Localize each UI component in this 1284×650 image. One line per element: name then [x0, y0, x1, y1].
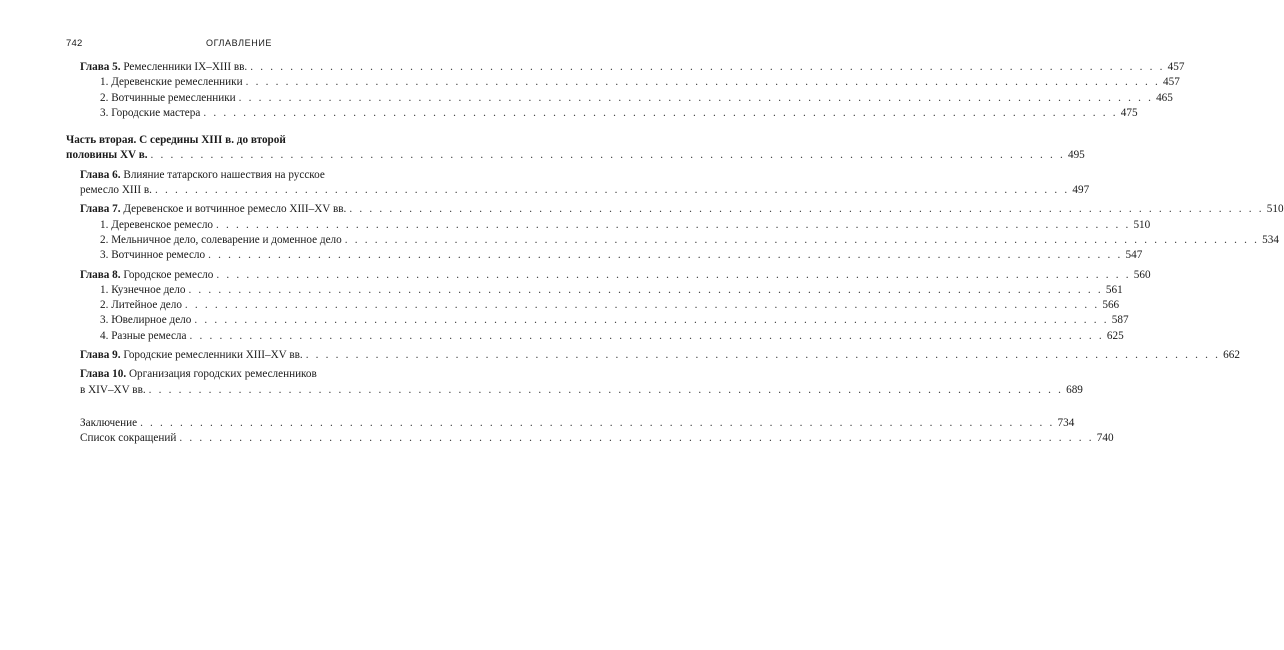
toc-abbreviations[interactable] [66, 431, 1114, 446]
item-title: 2. Вотчинные ремесленники [100, 91, 236, 104]
toc-chapter-9[interactable] [66, 348, 1240, 363]
running-title: ОГЛАВЛЕНИЕ [205, 38, 273, 48]
dot-leader: . . . . . . . . . . . . . . . . . . . . . . . . . . . . . . . . . . . . . . . . . . . . . . . . . . . . . . . . . . . . . . . . . . . . . . . . . . . . . . . . . . . . . . . . . . . . [203, 106, 1118, 119]
page-ref: 534 [1262, 233, 1279, 246]
page-ref: 475 [1120, 106, 1138, 119]
item-title: 4. Разные ремесла [100, 329, 187, 342]
chapter-title-line-1: Организация городских ремесленников [128, 368, 317, 381]
dot-leader: . . . . . . . . . . . . . . . . . . . . . . . . . . . . . . . . . . . . . . . . . . . . . . . . . . . . . . . . . . . . . . . . . . . . . . . . . . . . . . . . . . . . . . . . . . . . [194, 314, 1109, 327]
item-title: 1. Деревенские ремесленники [100, 76, 243, 89]
table-of-contents [66, 60, 1284, 447]
chapter-label: Глава 8. [80, 268, 121, 281]
toc-item[interactable] [66, 218, 1151, 233]
page-ref: 495 [1067, 149, 1085, 162]
part-title-line-2: половины XV в. [66, 149, 148, 162]
dot-leader: . . . . . . . . . . . . . . . . . . . . . . . . . . . . . . . . . . . . . . . . . . . . . . . . . . . . . . . . . . . . . . . . . . . . . . . . . . . . . . . . . . . . . . . . . . . . [238, 91, 1154, 104]
page-header [66, 38, 412, 50]
page-ref: 662 [1223, 349, 1240, 362]
toc-item[interactable] [66, 298, 1120, 313]
page-ref: 465 [1156, 91, 1173, 104]
toc-chapter-8[interactable] [66, 268, 1151, 283]
dot-leader: . . . . . . . . . . . . . . . . . . . . . . . . . . . . . . . . . . . . . . . . . . . . . . . . . . . . . . . . . . . . . . . . . . . . . . . . . . . . . . . . . . . . . . . . . . . . [148, 383, 1064, 396]
chapter-title-line-2: ремесло XIII в. [80, 184, 152, 197]
toc-item[interactable] [66, 75, 1180, 90]
page-ref: 734 [1057, 416, 1075, 429]
chapter-title: Деревенское и вотчинное ремесло XIII–XV вв. [123, 203, 347, 216]
toc-item[interactable] [66, 283, 1123, 298]
page-number: 742 [66, 38, 83, 49]
dot-leader: . . . . . . . . . . . . . . . . . . . . . . . . . . . . . . . . . . . . . . . . . . . . . . . . . . . . . . . . . . . . . . . . . . . . . . . . . . . . . . . . . . . . . . . . . . . . [305, 349, 1221, 362]
item-title: 3. Вотчинное ремесло [100, 249, 206, 262]
chapter-label: Глава 7. [80, 203, 121, 216]
chapter-title-line-1: Влияние татарского нашествия на русское [123, 168, 325, 181]
chapter-title-line-2: в XIV–XV вв. [80, 383, 146, 396]
chapter-title: Городские ремесленники XIII–XV вв. [123, 349, 303, 362]
chapter-label: Глава 9. [80, 349, 121, 362]
chapter-title: Ремесленники IX–XIII вв. [123, 61, 248, 73]
dot-leader: . . . . . . . . . . . . . . . . . . . . . . . . . . . . . . . . . . . . . . . . . . . . . . . . . . . . . . . . . . . . . . . . . . . . . . . . . . . . . . . . . . . . . . . . . . . . [188, 283, 1103, 296]
dot-leader: . . . . . . . . . . . . . . . . . . . . . . . . . . . . . . . . . . . . . . . . . . . . . . . . . . . . . . . . . . . . . . . . . . . . . . . . . . . . . . . . . . . . . . . . . . . . [208, 249, 1123, 262]
item-title: 2. Литейное дело [100, 299, 182, 312]
dot-leader: . . . . . . . . . . . . . . . . . . . . . . . . . . . . . . . . . . . . . . . . . . . . . . . . . . . . . . . . . . . . . . . . . . . . . . . . . . . . . . . . . . . . . . . . . . . . [349, 203, 1264, 216]
page-ref: 510 [1266, 203, 1284, 216]
item-title: Заключение [80, 416, 138, 429]
item-title: 1. Кузнечное дело [100, 283, 186, 296]
toc-item[interactable] [66, 248, 1143, 263]
item-title: 1. Деревенское ремесло [100, 218, 214, 231]
chapter-label: Глава 10. [80, 368, 127, 381]
toc-conclusion[interactable] [66, 416, 1075, 431]
dot-leader: . . . . . . . . . . . . . . . . . . . . . . . . . . . . . . . . . . . . . . . . . . . . . . . . . . . . . . . . . . . . . . . . . . . . . . . . . . . . . . . . . . . . . . . . . . . . [189, 329, 1104, 342]
page-ref: 497 [1072, 184, 1090, 197]
dot-leader: . . . . . . . . . . . . . . . . . . . . . . . . . . . . . . . . . . . . . . . . . . . . . . . . . . . . . . . . . . . . . . . . . . . . . . . . . . . . . . . . . . . . . . . . . . . . [140, 416, 1055, 429]
page-ref: 560 [1133, 268, 1151, 281]
toc-chapter-6[interactable] [66, 168, 1090, 199]
chapter-label: Глава 6. [80, 168, 121, 181]
page-ref: 561 [1105, 283, 1123, 296]
dot-leader: . . . . . . . . . . . . . . . . . . . . . . . . . . . . . . . . . . . . . . . . . . . . . . . . . . . . . . . . . . . . . . . . . . . . . . . . . . . . . . . . . . . . . . . . . . . . [216, 218, 1131, 231]
item-title: 2. Мельничное дело, солеварение и доменное дело [100, 233, 342, 246]
toc-chapter-5[interactable] [66, 60, 1185, 75]
toc-item[interactable] [66, 329, 1124, 344]
chapter-title: Городское ремесло [123, 268, 214, 281]
dot-leader: . . . . . . . . . . . . . . . . . . . . . . . . . . . . . . . . . . . . . . . . . . . . . . . . . . . . . . . . . . . . . . . . . . . . . . . . . . . . . . . . . . . . . . . . . . . . [216, 268, 1131, 281]
toc-chapter-7[interactable] [66, 202, 1284, 217]
chapter-label: Глава 5. [80, 61, 121, 73]
toc-item[interactable] [66, 91, 1173, 106]
dot-leader: . . . . . . . . . . . . . . . . . . . . . . . . . . . . . . . . . . . . . . . . . . . . . . . . . . . . . . . . . . . . . . . . . . . . . . . . . . . . . . . . . . . . . . . . . . . . [250, 61, 1165, 73]
page-ref: 457 [1167, 61, 1185, 73]
page-ref: 740 [1096, 432, 1114, 445]
dot-leader: . . . . . . . . . . . . . . . . . . . . . . . . . . . . . . . . . . . . . . . . . . . . . . . . . . . . . . . . . . . . . . . . . . . . . . . . . . . . . . . . . . . . . . . . . . . . [150, 149, 1065, 162]
toc-chapter-10[interactable] [66, 367, 1083, 398]
dot-leader: . . . . . . . . . . . . . . . . . . . . . . . . . . . . . . . . . . . . . . . . . . . . . . . . . . . . . . . . . . . . . . . . . . . . . . . . . . . . . . . . . . . . . . . . . . . . [245, 76, 1161, 89]
page-ref: 587 [1111, 314, 1129, 327]
dot-leader: . . . . . . . . . . . . . . . . . . . . . . . . . . . . . . . . . . . . . . . . . . . . . . . . . . . . . . . . . . . . . . . . . . . . . . . . . . . . . . . . . . . . . . . . . . . . [179, 432, 1094, 445]
item-title: 3. Городские мастера [100, 106, 201, 119]
toc-item[interactable] [66, 233, 1279, 248]
toc-item[interactable] [66, 106, 1138, 121]
page-ref: 457 [1163, 76, 1180, 89]
dot-leader: . . . . . . . . . . . . . . . . . . . . . . . . . . . . . . . . . . . . . . . . . . . . . . . . . . . . . . . . . . . . . . . . . . . . . . . . . . . . . . . . . . . . . . . . . . . . [154, 184, 1070, 197]
item-title: Список сокращений [80, 432, 177, 445]
dot-leader: . . . . . . . . . . . . . . . . . . . . . . . . . . . . . . . . . . . . . . . . . . . . . . . . . . . . . . . . . . . . . . . . . . . . . . . . . . . . . . . . . . . . . . . . . . . . [184, 299, 1100, 312]
page-ref: 625 [1106, 329, 1124, 342]
part-title-line-1: Часть вторая. С середины XIII в. до второй [66, 134, 286, 147]
toc-part-2[interactable] [66, 133, 1085, 164]
toc-item[interactable] [66, 313, 1129, 328]
item-title: 3. Ювелирное дело [100, 314, 192, 327]
dot-leader: . . . . . . . . . . . . . . . . . . . . . . . . . . . . . . . . . . . . . . . . . . . . . . . . . . . . . . . . . . . . . . . . . . . . . . . . . . . . . . . . . . . . . . . . . . . . [344, 233, 1260, 246]
page-ref: 566 [1102, 299, 1120, 312]
page-ref: 547 [1125, 249, 1143, 262]
page-ref: 689 [1066, 383, 1083, 396]
page-ref: 510 [1133, 218, 1151, 231]
